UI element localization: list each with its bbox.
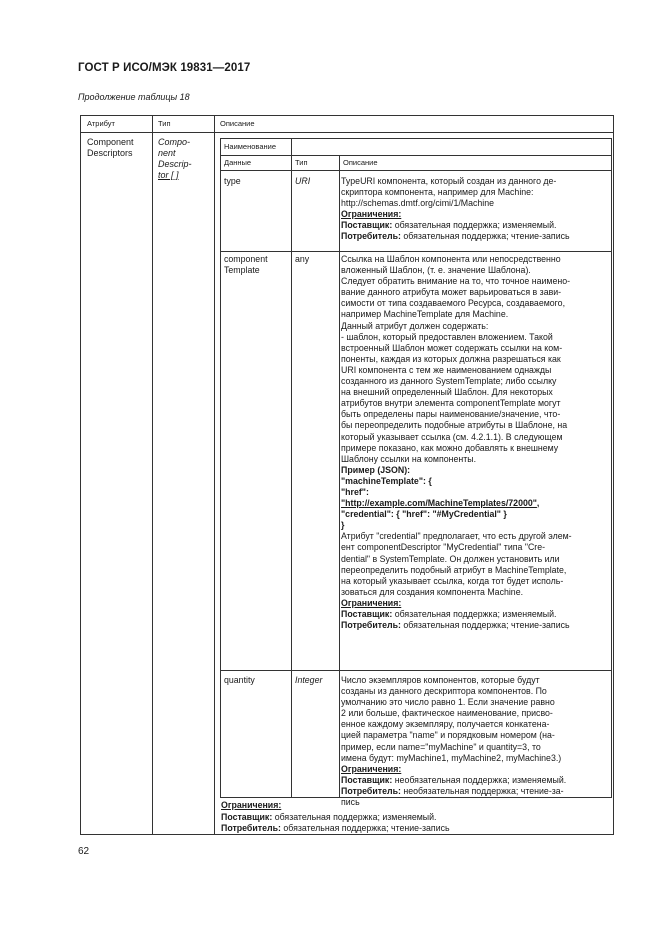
- page-number: 62: [78, 846, 90, 857]
- row-quantity-name: quantity: [224, 675, 255, 685]
- row-component-template-type: any: [295, 254, 310, 264]
- example-title: Пример (JSON):: [341, 464, 411, 475]
- nested-header-description: Описание: [343, 158, 378, 167]
- row-type-type: URI: [295, 176, 311, 186]
- attribute-name: Component Descriptors: [87, 137, 134, 158]
- column-divider: [152, 116, 153, 834]
- attribute-type: Compo- nent Descrip- tor [ ]: [158, 137, 192, 180]
- attribute-table: [80, 115, 614, 835]
- row-component-template-name: component Template: [224, 254, 268, 276]
- header-attribute: Атрибут: [87, 119, 115, 128]
- nested-header-type: Тип: [295, 158, 308, 167]
- header-type: Тип: [158, 119, 171, 128]
- row-component-template-description: Ссылка на Шаблон компонента или непосредственно вложенный Шаблон, (т. е. значение Шаблона). Следует обратить внимание на то, что точное наимено- вание данного атрибута может варьироваться в зави- симости от типа создаваемого Ресурса, создаваемого, например MachineTemplate для Machine. Данный атрибут должен содержать: - шаблон, который предоставлен вложением. Такой встроенный Шаблон может содержать ссылки на ком- поненты, каждая из которых должна разрешаться как URI компонента с тем же наименованием однажды созданного из данного SystemTemplate; либо ссылку на внешний определенный Шаблон. Для некоторых атрибутов внутри элемента componentTemplate могут быть определены пары наименование/значение, что- бы переопределить подобные атрибуты в Шаблоне, на который указывает ссылка (см. 4.2.1.1). В следующем примере показано, как можно добавлять к внешнему Шаблону ссылки на компоненты. Пример (JSON): "machineTemplate": { "href": "http://example.com/MachineTemplates/72000", "credential": { "href": "#MyCredential" } } Атрибут "credential" предполагает, что есть другой элем- ент componentDescriptor "MyCredential" типа "Cre- dential" в SystemTemplate. Он должен установить или переопределить подобный атрибут в MachineTemplate, на который указывает ссылка, когда тот будет исполь- зоваться для создания компонента Machine. Ограничения: Поставщик: обязательная поддержка; изменяемый. Потребитель: обязательная поддержка; чтение-запись: [341, 254, 606, 631]
- column-divider: [214, 116, 215, 834]
- nested-header-data: Данные: [224, 158, 252, 167]
- row-type-description: TypeURI компонента, который создан из данного де- скриптора компонента, например для Machine: http://schemas.dmtf.org/cimi/1/Machine Ограничения: Поставщик: обязательная поддержка; изменяемый. Потребитель: обязательная поддержка; чтение-запись: [341, 176, 570, 242]
- document-header: ГОСТ Р ИСО/МЭК 19831—2017: [78, 62, 251, 74]
- example-link[interactable]: "http://example.com/MachineTemplates/72000": [341, 498, 537, 509]
- table-footer-constraints: Ограничения: Поставщик: обязательная поддержка; изменяемый. Потребитель: обязательная поддержка; чтение-запись: [221, 800, 450, 833]
- row-quantity-description: Число экземпляров компонентов, которые будут созданы из данного дескриптора компонентов. По умолчанию это число равно 1. Если значение равно 2 или больше, фактическое наименование, присво- енное каждому экземпляру, получается конкатена- цией параметра "name" и порядковым номером (на- пример, если name="myMachine" и quantity=3, то имена будут: myMachine1, myMachine2, myMachine3.) Ограничения: Поставщик: необязательная поддержка; изменяемый. Потребитель: необязательная поддержка; чтение-за- пись: [341, 675, 567, 808]
- header-description: Описание: [220, 119, 255, 128]
- nested-name-header: Наименование: [224, 142, 276, 151]
- table-caption: Продолжение таблицы 18: [78, 92, 190, 102]
- row-type-name: type: [224, 176, 241, 186]
- nested-table: [220, 138, 612, 808]
- row-quantity-type: Integer: [295, 675, 323, 685]
